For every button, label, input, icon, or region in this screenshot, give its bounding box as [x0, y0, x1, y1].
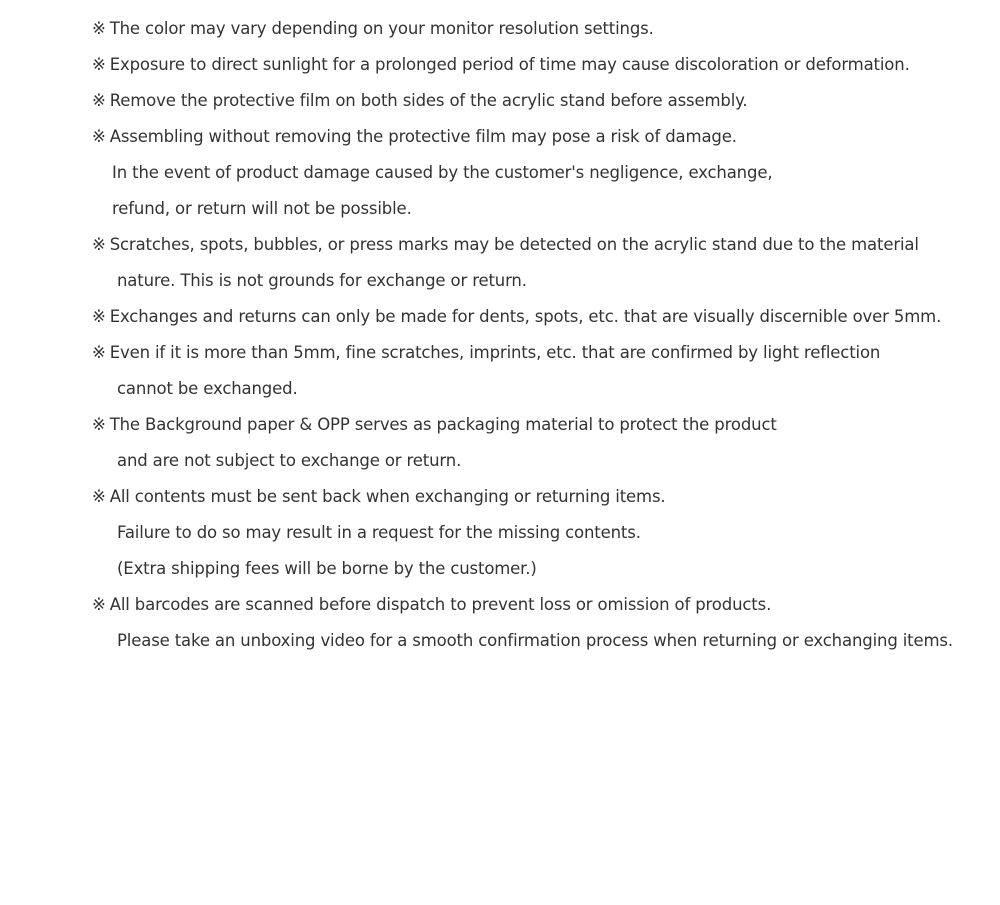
notice-text: and are not subject to exchange or return. — [117, 451, 462, 470]
notice-text: Failure to do so may result in a request for the missing contents. — [117, 523, 641, 542]
reference-mark-icon: ※ — [92, 91, 106, 110]
notice-item-sunlight — [92, 47, 997, 83]
notice-item-contents — [92, 479, 997, 515]
notice-item-contents-cont — [92, 551, 997, 587]
notice-item-fine-scratches — [92, 335, 997, 371]
reference-mark-icon: ※ — [92, 19, 106, 38]
notice-text: nature. This is not grounds for exchange or return. — [117, 271, 527, 290]
notice-item-barcodes — [92, 587, 997, 623]
reference-mark-icon: ※ — [92, 235, 106, 254]
notice-item-scratches-cont — [92, 263, 997, 299]
notice-text: Remove the protective film on both sides of the acrylic stand before assembly. — [109, 91, 748, 110]
notice-item-fine-scratches-cont — [92, 371, 997, 407]
notice-item-exchange-5mm — [92, 299, 997, 335]
notice-text: Scratches, spots, bubbles, or press marks may be detected on the acrylic stand due to the material — [109, 235, 919, 254]
notice-text: All contents must be sent back when exchanging or returning items. — [109, 487, 666, 506]
notice-item-barcodes-cont — [92, 623, 997, 659]
notice-text: Even if it is more than 5mm, fine scratches, imprints, etc. that are confirmed by light reflection — [109, 343, 881, 362]
reference-mark-icon: ※ — [92, 55, 106, 74]
notice-item-packaging — [92, 407, 997, 443]
reference-mark-icon: ※ — [92, 415, 106, 434]
reference-mark-icon: ※ — [92, 127, 106, 146]
reference-mark-icon: ※ — [92, 307, 106, 326]
notice-item-assembly-risk — [92, 119, 997, 155]
notice-text: cannot be exchanged. — [117, 379, 298, 398]
notice-list — [92, 11, 997, 659]
notice-item-color — [92, 11, 997, 47]
notice-text: refund, or return will not be possible. — [112, 199, 412, 218]
notice-item-scratches — [92, 227, 997, 263]
notice-item-assembly-risk-cont — [92, 191, 997, 227]
notice-text: In the event of product damage caused by the customer's negligence, exchange, — [112, 163, 773, 182]
notice-text: Assembling without removing the protective film may pose a risk of damage. — [109, 127, 737, 146]
reference-mark-icon: ※ — [92, 343, 106, 362]
notice-item-packaging-cont — [92, 443, 997, 479]
notice-text: Exposure to direct sunlight for a prolonged period of time may cause discoloration or deformation. — [109, 55, 910, 74]
reference-mark-icon: ※ — [92, 595, 106, 614]
notice-text: The Background paper & OPP serves as packaging material to protect the product — [109, 415, 777, 434]
notice-item-protective-film — [92, 83, 997, 119]
notice-text: All barcodes are scanned before dispatch to prevent loss or omission of products. — [109, 595, 772, 614]
notice-text: Exchanges and returns can only be made for dents, spots, etc. that are visually discernible over 5mm. — [109, 307, 942, 326]
notice-text: The color may vary depending on your monitor resolution settings. — [109, 19, 654, 38]
reference-mark-icon: ※ — [92, 487, 106, 506]
notice-item-assembly-risk-cont — [92, 155, 997, 191]
notice-text: (Extra shipping fees will be borne by the customer.) — [117, 559, 537, 578]
notice-item-contents-cont — [92, 515, 997, 551]
notice-text: Please take an unboxing video for a smooth confirmation process when returning or exchanging items. — [117, 631, 953, 650]
